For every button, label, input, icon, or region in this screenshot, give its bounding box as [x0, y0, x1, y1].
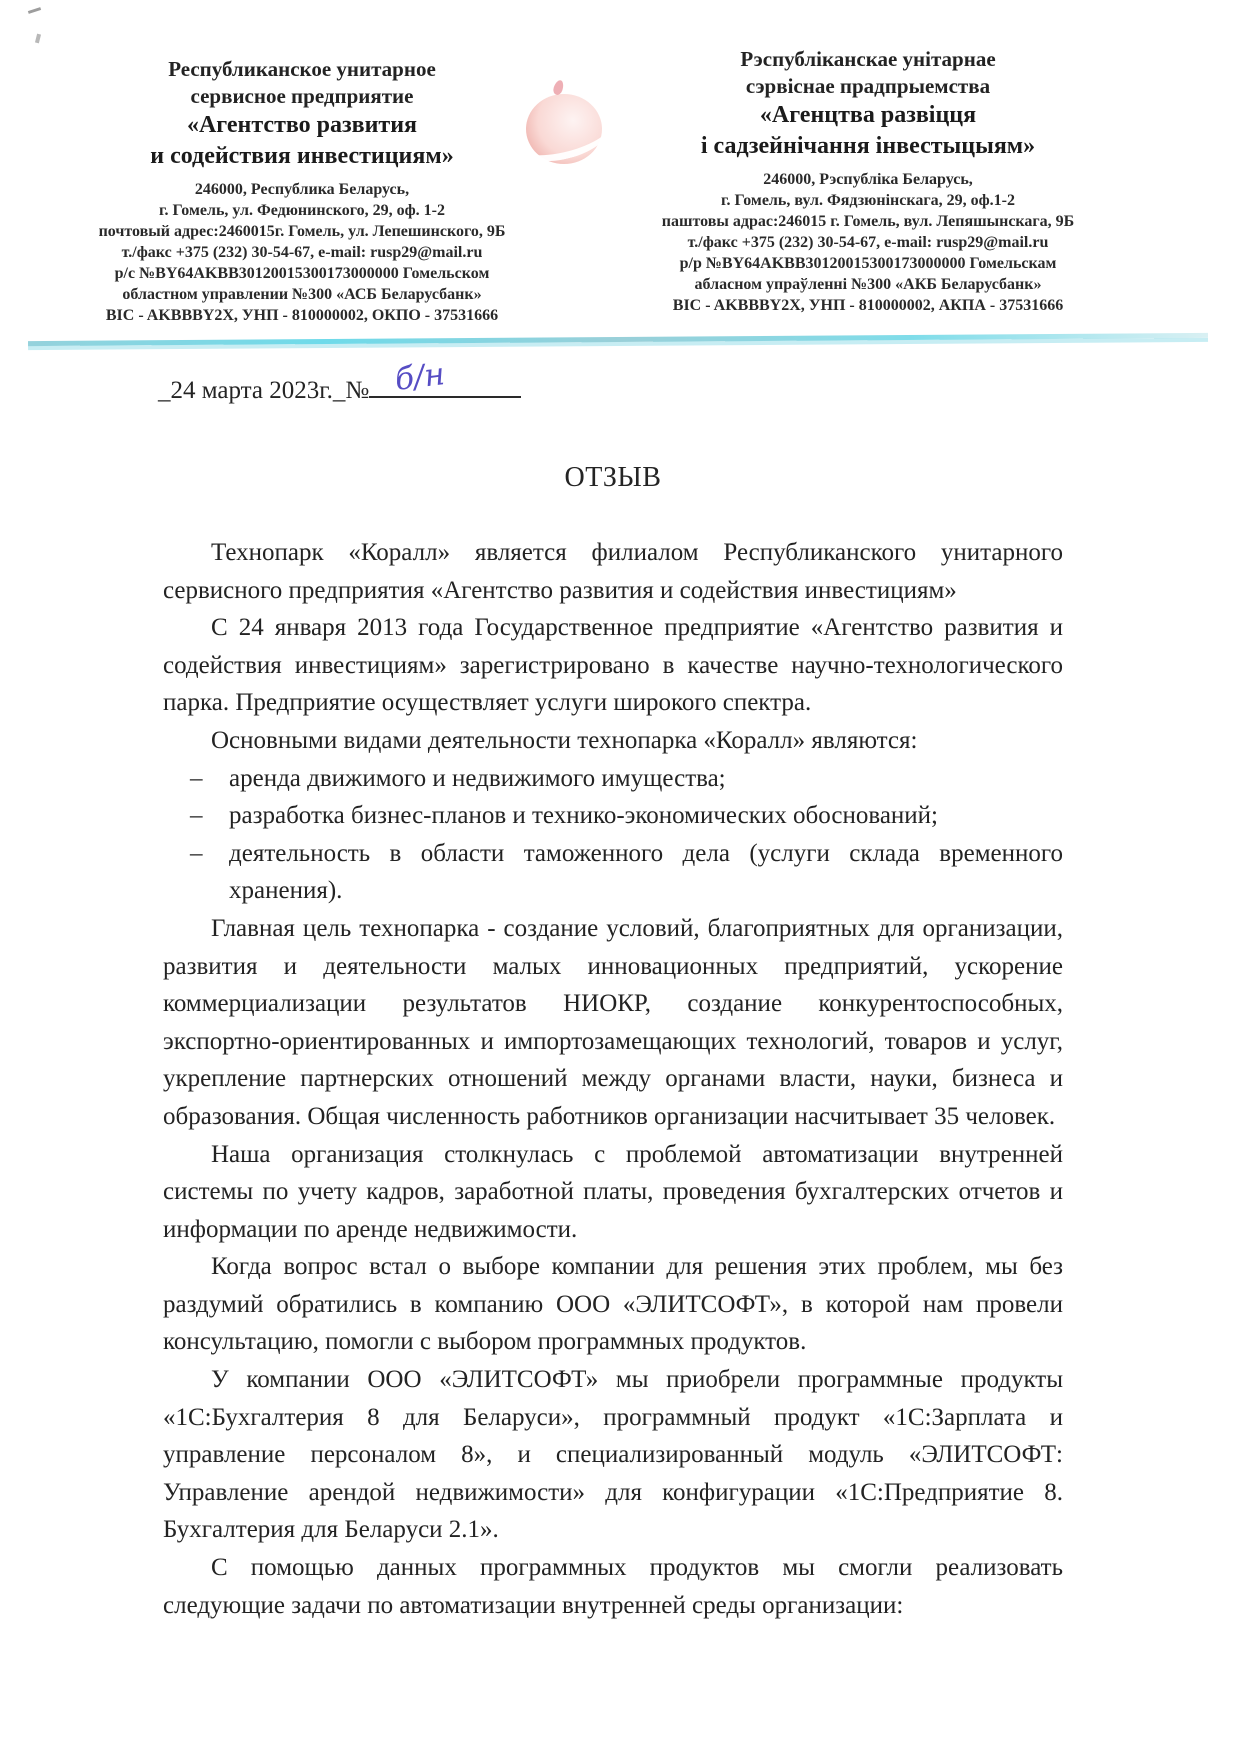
paragraph: Главная цель технопарка - создание условий, благоприятных для организации, развития и деятельности малых инновационных предприятий, ускорение коммерциализации результатов НИОКР, создание конкурентоспособных, экспортно-ориентированных и импортозамещающих технологий, товаров и услуг, укрепление партнерских отношений между органами власти, науки, бизнеса и образования. Общая численность работников организации насчитывает 35 человек.	[163, 914, 1063, 1130]
date-line	[158, 356, 521, 405]
list-dash-marker: –	[190, 802, 203, 830]
bank-account-line: областном управлении №300 «АСБ Беларусбанк»	[122, 286, 482, 303]
paragraph: Когда вопрос встал о выборе компании для решения этих проблем, мы без раздумий обратились в компанию ООО «ЭЛИТСОФТ», в которой нам провели консультацию, помогли с выбором программных продуктов.	[163, 1253, 1063, 1356]
company-name-line: сэрвіснае прадпрыемства	[745, 74, 991, 98]
scan-speck	[28, 7, 41, 14]
document-title: ОТЗЫВ	[564, 462, 662, 493]
list-item	[163, 797, 1063, 835]
paragraph: Технопарк «Коралл» является филиалом Республиканского унитарного сервисного предприятия «Агентство развития и содействия инвестициям»	[163, 539, 1063, 604]
company-name-line: «Агенцтва развіцця	[759, 102, 977, 128]
paragraph: У компании ООО «ЭЛИТСОФТ» мы приобрели программные продукты «1С:Бухгалтерия 8 для Беларуси», программный продукт «1С:Зарплата и управление персоналом 8», и специализированный модуль «ЭЛИТСОФТ: Управление арендой недвижимости» для конфигурации «1С:Предприятие 8. Бухгалтерия для Беларуси 2.1».	[163, 1366, 1063, 1544]
letterhead-belarusian	[612, 46, 1124, 316]
logo-swoosh-icon	[510, 99, 617, 170]
address-line: паштовы адрас:246015 г. Гомель, вул. Лепяшынскага, 9Б	[661, 213, 1075, 230]
list-dash-marker: –	[190, 839, 203, 867]
company-logo	[518, 82, 610, 170]
address-line: т./факс +375 (232) 30-54-67, e-mail: rusp29@mail.ru	[687, 234, 1049, 251]
company-name-line: сервисное предприятие	[190, 84, 414, 108]
list-dash-marker: –	[190, 764, 203, 792]
paragraph: Наша организация столкнулась с проблемой автоматизации внутренней системы по учету кадров, заработной платы, проведения бухгалтерских отчетов и информации по аренде недвижимости.	[163, 1140, 1063, 1243]
company-name-line: «Агентство развития	[186, 112, 418, 138]
activities-list	[163, 760, 1063, 910]
letterhead-russian	[72, 56, 532, 326]
bank-account-line: р/р №BY64AKBB30120015300173000000 Гомельскам	[679, 255, 1057, 272]
scan-speck	[35, 34, 41, 44]
address-line: почтовый адрес:2460015г. Гомель, ул. Лепешинского, 9Б	[98, 223, 506, 240]
list-item-text: деятельность в области таможенного дела (услуги склада временного хранения).	[229, 839, 1063, 905]
bank-codes-line: BIC - AKBBBY2X, УНП - 810000002, ОКПО - 37531666	[105, 307, 499, 324]
company-name-line: и содействия инвестициям»	[150, 143, 454, 169]
bank-account-line: абласном упраўленні №300 «АКБ Беларусбанк»	[694, 276, 1042, 293]
address-line: г. Гомель, ул. Федюнинского, 29, оф. 1-2	[159, 202, 445, 219]
list-item	[163, 760, 1063, 798]
company-name-line: Республиканское унитарное	[168, 57, 436, 81]
handwritten-number: б/н	[393, 356, 448, 398]
address-line: г. Гомель, вул. Фядзюнінскага, 29, оф.1-2	[720, 192, 1015, 209]
company-name-line: Рэспубліканскае унітарнае	[740, 47, 996, 71]
list-item	[163, 835, 1063, 910]
address-line: 246000, Рэспубліка Беларусь,	[763, 171, 973, 188]
address-line: т./факс +375 (232) 30-54-67, e-mail: rusp29@mail.ru	[121, 244, 483, 261]
bank-account-line: р/с №BY64AKBB30120015300173000000 Гомельском	[114, 265, 490, 282]
date-text: _24 марта 2023г._№	[158, 377, 370, 404]
list-item-text: разработка бизнес-планов и технико-экономических обоснований;	[229, 802, 938, 830]
list-item-text: аренда движимого и недвижимого имущества;	[229, 764, 726, 792]
letter-body	[163, 534, 1063, 1624]
address-line: 246000, Республика Беларусь,	[194, 181, 410, 198]
number-blank-line	[369, 356, 521, 398]
scan-artifact-line	[28, 333, 1208, 346]
paragraph: С помощью данных программных продуктов мы смогли реализовать следующие задачи по автоматизации внутренней среды организации:	[163, 1554, 1063, 1619]
paragraph: Основными видами деятельности технопарка «Коралл» являются:	[211, 726, 918, 754]
paragraph: С 24 января 2013 года Государственное предприятие «Агентство развития и содействия инвестициям» зарегистрировано в качестве научно-технологического парка. Предприятие осуществляет услуги широкого спектра.	[163, 614, 1063, 717]
bank-codes-line: BIC - AKBBBY2X, УНП - 810000002, АКПА - 37531666	[672, 297, 1064, 314]
company-name-line: і садзейнічання інвестыцыям»	[700, 133, 1036, 159]
